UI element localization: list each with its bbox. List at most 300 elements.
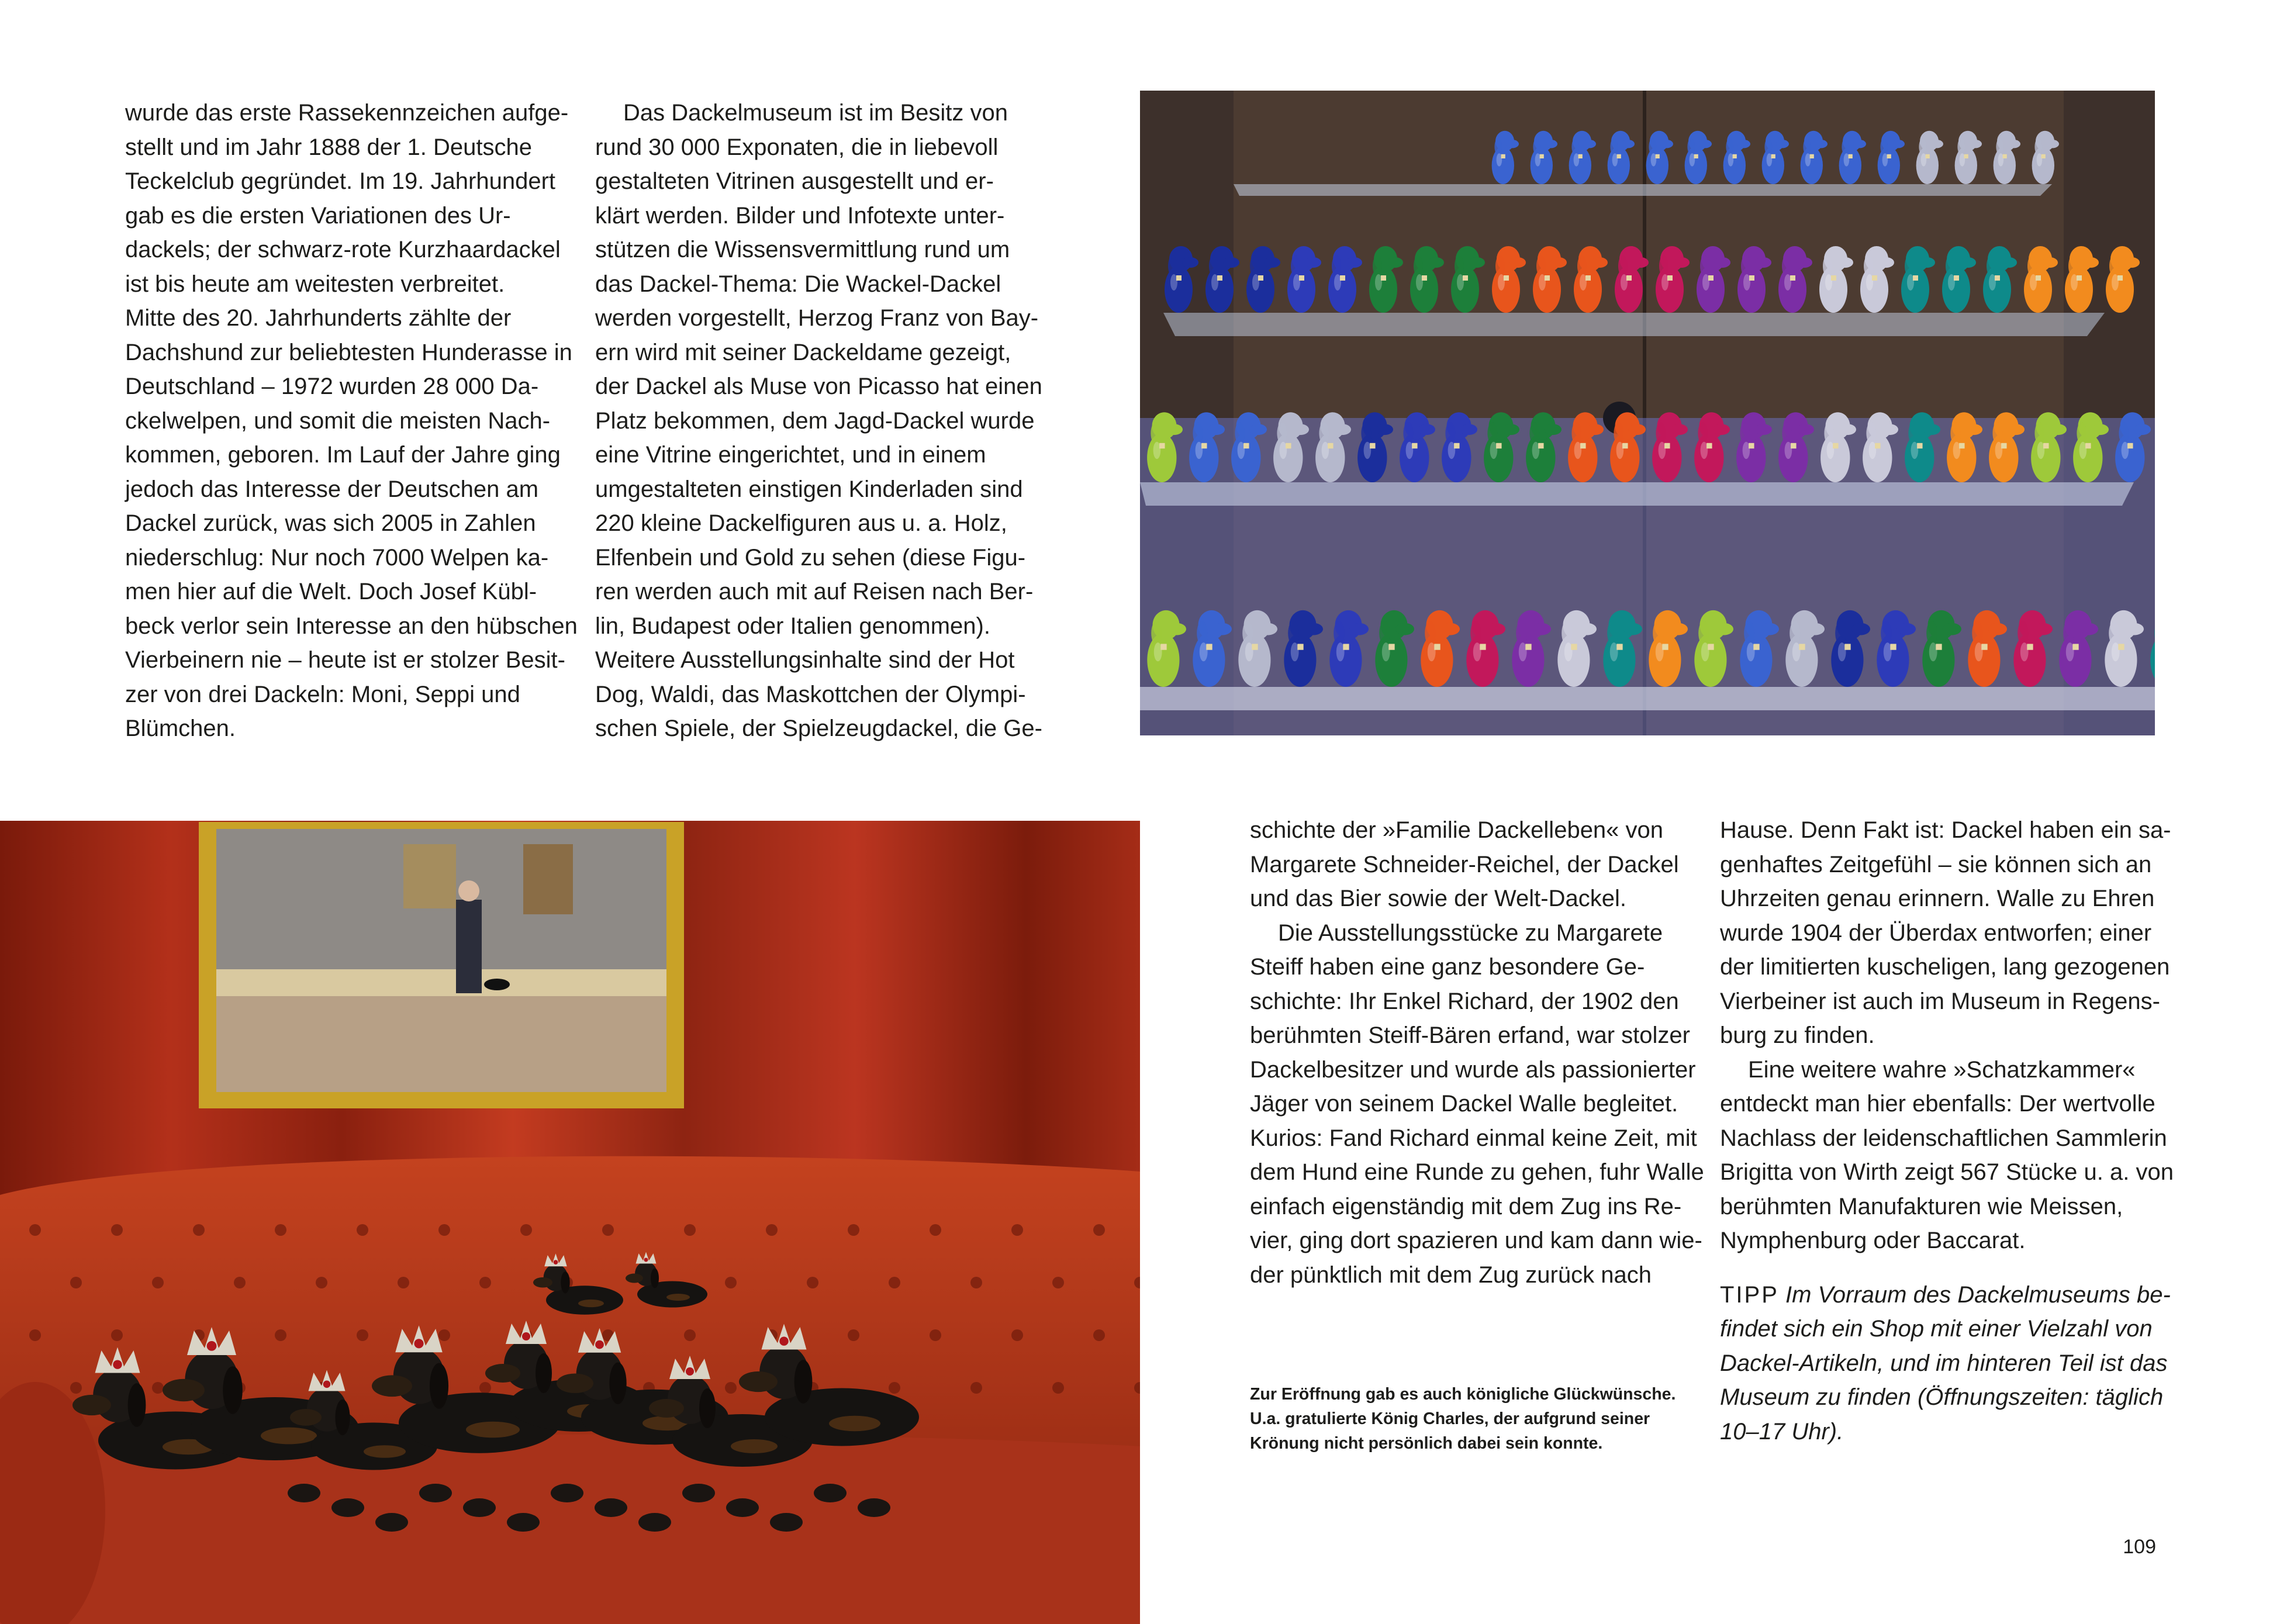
figure-part	[1926, 621, 1937, 645]
figure-part	[1545, 424, 1562, 435]
sofa-tuft-button	[1093, 1224, 1105, 1236]
dachshund-part	[557, 1373, 593, 1393]
dachshund-part	[554, 1260, 558, 1264]
text-line: wurde 1904 der Überdax entworfen; einer	[1720, 920, 2152, 946]
figure-part	[1776, 140, 1789, 148]
dachshund-part	[533, 1277, 552, 1288]
text-line: beck verlor sein Interesse an den hübschen	[125, 613, 578, 639]
figure-part	[2123, 257, 2140, 268]
figure-part	[1965, 424, 1982, 435]
figure-part	[1466, 633, 1498, 687]
figure-part	[1357, 433, 1387, 482]
figure-part	[1328, 443, 1333, 448]
sofa-tuft-button	[930, 1224, 941, 1236]
figure-part	[1591, 257, 1608, 268]
figure-part	[1379, 621, 1390, 645]
figure-part	[1849, 154, 1853, 158]
dachshund-part	[364, 1445, 406, 1458]
dachshund-part	[372, 1375, 412, 1397]
figure-part	[1919, 139, 1926, 156]
figure-part	[1381, 275, 1386, 281]
figure-part	[1167, 623, 1186, 635]
text-line: niederschlug: Nur noch 7000 Welpen ka-	[125, 544, 549, 571]
figure-part	[1373, 255, 1382, 277]
figure-part	[1334, 621, 1344, 645]
figure-part	[1913, 275, 1918, 281]
dachshund-part	[595, 1340, 604, 1349]
figure-part	[1350, 623, 1369, 635]
sofa-tuft-button	[70, 1382, 82, 1394]
text-line: ckelwelpen, und somit die meisten Nach-	[125, 407, 551, 434]
figure-part	[1587, 424, 1604, 435]
figure-part	[1753, 644, 1759, 649]
figure-part	[1671, 424, 1688, 435]
figure-part	[1455, 255, 1464, 277]
figure-part	[1778, 266, 1806, 313]
figure-part	[1480, 644, 1486, 649]
sofa-tuft-button	[1052, 1382, 1064, 1394]
figure-part	[1151, 621, 1162, 645]
text-line: der pünktlich mit dem Zug zurück nach	[1250, 1262, 1652, 1288]
text-line: zer von drei Dackeln: Moni, Seppi und	[125, 681, 520, 707]
figure-part	[1176, 275, 1182, 281]
figure-part	[1580, 443, 1585, 448]
figure-part	[1936, 644, 1942, 649]
sofa-tuft-button	[479, 1277, 491, 1288]
text-column-1	[125, 96, 578, 746]
figure-part	[1842, 139, 1849, 156]
text-line: werden vorgestellt, Herzog Franz von Bay-	[595, 305, 1039, 331]
figure-part	[1996, 139, 2003, 156]
text-line: jedoch das Interesse der Deutschen am	[125, 476, 539, 502]
dachshund-part	[739, 1371, 778, 1392]
figure-part	[1697, 266, 1725, 313]
dachshund-part	[522, 1332, 530, 1340]
figure-part	[1370, 443, 1375, 448]
glass-shelf-2	[1163, 313, 2105, 336]
figure-part	[1460, 424, 1477, 435]
sofa-tuft-button	[357, 1329, 368, 1341]
text-line: berühmten Steiff-Bären erfand, war stolzer	[1250, 1022, 1690, 1048]
text-line: Margarete Schneider-Reichel, der Dackel	[1250, 851, 1679, 877]
figure-part	[2106, 266, 2134, 313]
figure-part	[1571, 644, 1577, 649]
figure-part	[1908, 422, 1918, 444]
figure-part	[1708, 275, 1714, 281]
figure-part	[1823, 255, 1832, 277]
figure-part	[1760, 623, 1779, 635]
figure-part	[1835, 621, 1846, 645]
figure-part	[1238, 633, 1270, 687]
figure-part	[1988, 623, 2007, 635]
figure-part	[1361, 422, 1371, 444]
figure-part	[1892, 140, 1905, 148]
figure-part	[2041, 257, 2058, 268]
small-dachshund-figure	[331, 1498, 364, 1517]
figure-part	[2082, 257, 2099, 268]
figure-part	[1502, 424, 1519, 435]
tipp-label: TIPP	[1720, 1281, 1779, 1308]
figure-part	[1656, 154, 1660, 158]
text-line: Uhrzeiten genau erinnern. Walle zu Ehren	[1720, 886, 2155, 911]
dachshund-part	[779, 1337, 788, 1346]
figure-part	[1983, 266, 2011, 313]
text-line: Jäger von seinem Dackel Walle begleitet.	[1250, 1091, 1678, 1117]
figure-part	[1926, 154, 1930, 158]
figure-part	[1733, 154, 1737, 158]
figure-part	[2118, 644, 2124, 649]
figure-part	[1905, 255, 1914, 277]
dachshund-part	[223, 1366, 243, 1414]
figure-part	[1649, 633, 1681, 687]
dachshund-part	[829, 1416, 880, 1431]
text-line: ren werden auch mit auf Reisen nach Ber-	[595, 579, 1034, 604]
figure-part	[1574, 266, 1602, 313]
figure-part	[2027, 644, 2033, 649]
text-line: Deutschland – 1972 wurden 28 000 Da-	[125, 374, 539, 399]
figure-part	[1223, 257, 1239, 268]
figure-part	[1571, 139, 1579, 156]
figure-part	[1509, 257, 1526, 268]
framed-photo-floor	[216, 996, 666, 1092]
sofa-tuft-button	[111, 1224, 123, 1236]
figure-part	[1213, 623, 1232, 635]
figure-part	[1737, 266, 1766, 313]
figure-part	[2105, 633, 2137, 687]
figure-part	[1250, 255, 1259, 277]
figure-part	[2092, 424, 2109, 435]
sofa-tuft-button	[889, 1382, 900, 1394]
figure-part	[2127, 443, 2133, 448]
dachshund-part	[290, 1409, 322, 1426]
figure-part	[1943, 623, 1961, 635]
text-line: Nymphenburg oder Baccarat.	[1720, 1228, 2026, 1253]
glass-shelf-3	[1140, 482, 2134, 506]
figure-part	[1470, 621, 1481, 645]
figure-part	[1646, 147, 1668, 184]
sofa-tuft-button	[275, 1224, 286, 1236]
figure-part	[1529, 422, 1539, 444]
figure-part	[1839, 424, 1856, 435]
text-line: einfach eigenständig mit dem Zug ins Re-	[1250, 1193, 1682, 1219]
figure-part	[1395, 623, 1414, 635]
sofa-tuft-button	[152, 1277, 164, 1288]
figure-part	[1492, 147, 1514, 184]
figure-part	[1165, 266, 1193, 313]
figure-part	[1197, 621, 1207, 645]
sofa-tuft-button	[930, 1329, 941, 1341]
figure-part	[1755, 257, 1771, 268]
figure-part	[1851, 623, 1870, 635]
figure-part	[2109, 255, 2119, 277]
figure-part	[1583, 140, 1596, 148]
text-line: das Dackel-Thema: Die Wackel-Dackel	[595, 271, 1001, 297]
figure-part	[1995, 275, 2000, 281]
small-dachshund-figure	[858, 1498, 890, 1517]
figure-part	[1950, 422, 1960, 444]
sofa-tuft-button	[152, 1382, 164, 1394]
text-line: ist bis heute am weitesten verbreitet.	[125, 271, 505, 297]
figure-part	[1877, 633, 1909, 687]
text-line: der limitierten kuscheligen, lang gezogenen	[1720, 954, 2170, 980]
dachshund-part	[163, 1379, 205, 1401]
text-line: vier, ging dort spazieren und kam dann wie-	[1250, 1228, 1702, 1253]
figure-part	[1250, 424, 1267, 435]
figure-part	[1425, 621, 1435, 645]
figure-part	[1451, 266, 1479, 313]
figure-part	[1166, 424, 1183, 435]
small-dachshund-figure	[419, 1484, 452, 1502]
text-line: Dog, Waldi, das Maskottchen der Olympi-	[595, 681, 1026, 707]
figure-part	[1151, 422, 1160, 444]
sofa-tuft-button	[357, 1224, 368, 1236]
figure-part	[1332, 255, 1341, 277]
figure-part	[1538, 443, 1543, 448]
text-line: Das Dackelmuseum ist im Besitz von	[623, 100, 1008, 126]
figure-part	[2073, 433, 2102, 482]
figure-part	[1496, 443, 1501, 448]
figure-part	[1708, 644, 1714, 649]
small-dachshund-figure	[595, 1498, 627, 1517]
figure-part	[2063, 621, 2074, 645]
sofa-tuft-button	[766, 1224, 778, 1236]
sofa-tuft-button	[520, 1224, 532, 1236]
figure-part	[1700, 255, 1709, 277]
figure-part	[1209, 255, 1218, 277]
glass-shelf-1	[1234, 184, 2052, 196]
text-line: der Dackel als Muse von Picasso hat einen	[595, 374, 1042, 399]
figure-part	[1880, 139, 1888, 156]
framed-photo-painting-2	[523, 844, 573, 914]
text-line: Mitte des 20. Jahrhunderts zählte der	[125, 305, 512, 331]
small-dachshund-figure	[375, 1513, 408, 1532]
figure-part	[1287, 266, 1315, 313]
sofa-tuft-button	[970, 1382, 982, 1394]
sofa-tuft-button	[438, 1224, 450, 1236]
figure-part	[2034, 422, 2044, 444]
figure-part	[1422, 275, 1427, 281]
figure-part	[1533, 266, 1561, 313]
sofa-tuft-button	[316, 1277, 327, 1288]
figure-part	[1532, 623, 1551, 635]
figure-part	[1901, 266, 1929, 313]
figure-part	[2072, 644, 2078, 649]
figure-part	[1810, 154, 1814, 158]
figure-part	[1981, 644, 1987, 649]
figure-part	[1410, 266, 1438, 313]
figure-part	[1531, 147, 1553, 184]
figure-part	[1656, 422, 1666, 444]
figure-part	[1782, 255, 1791, 277]
figure-part	[1987, 255, 1996, 277]
tipp-text	[1720, 1312, 2168, 1449]
text-line: Dachshund zur beliebtesten Hunderasse in	[125, 339, 572, 365]
figure-part	[1319, 422, 1329, 444]
figure-part	[2003, 154, 2007, 158]
figure-part	[1512, 633, 1544, 687]
figure-part	[2032, 147, 2054, 184]
figure-part	[1687, 139, 1695, 156]
figure-part	[1764, 139, 1772, 156]
sofa-tuft-button	[725, 1382, 737, 1394]
figure-part	[1791, 443, 1796, 448]
figure-part	[1652, 433, 1681, 482]
figure-part	[2050, 424, 2067, 435]
figure-part	[1866, 422, 1876, 444]
figure-part	[1790, 621, 1800, 645]
sofa-tuft-button	[1011, 1329, 1023, 1341]
photo-crowned-dachshunds-sofa	[0, 821, 1140, 1624]
figure-part	[1545, 140, 1557, 148]
figure-part	[1469, 257, 1485, 268]
figure-part	[1698, 621, 1709, 645]
figure-part	[1182, 257, 1198, 268]
dachshund-part	[128, 1383, 146, 1427]
figure-part	[1243, 443, 1249, 448]
figure-part	[1736, 433, 1766, 482]
figure-part	[1252, 644, 1258, 649]
figure-part	[1376, 424, 1393, 435]
figure-part	[1618, 255, 1628, 277]
figure-part	[1286, 443, 1291, 448]
figure-part	[1964, 154, 1968, 158]
text-line: Nachlass der leidenschaftlichen Sammlerin	[1720, 1125, 2167, 1151]
small-dachshund-figure	[814, 1484, 847, 1502]
figure-part	[1328, 266, 1356, 313]
caption-line: U.a. gratulierte König Charles, der aufgrund seiner	[1250, 1409, 1650, 1428]
figure-part	[1947, 433, 1976, 482]
text-column-2	[595, 96, 1042, 746]
figure-part	[1160, 644, 1166, 649]
figure-part	[1533, 139, 1540, 156]
sofa-tuft-button	[684, 1224, 696, 1236]
figure-part	[1329, 633, 1362, 687]
figure-part	[1669, 623, 1688, 635]
figure-part	[1762, 147, 1784, 184]
sofa-tuft-button	[438, 1329, 450, 1341]
text-line: Elfenbein und Gold zu sehen (diese Figu-	[595, 544, 1026, 571]
figure-part	[1217, 275, 1222, 281]
figure-part	[2125, 623, 2144, 635]
figure-part	[2041, 154, 2046, 158]
sofa-tuft-button	[1052, 1277, 1064, 1288]
figure-part	[1340, 275, 1345, 281]
sofa-tuft-button	[1011, 1224, 1023, 1236]
photo-dachshund-figures-shelves	[1140, 91, 2155, 735]
figure-part	[1853, 140, 1866, 148]
figure-part	[1388, 644, 1394, 649]
figure-part	[1277, 422, 1287, 444]
small-dachshund-figure	[638, 1513, 671, 1532]
figure-part	[1494, 139, 1502, 156]
figure-part	[1782, 422, 1792, 444]
figure-part	[2024, 266, 2052, 313]
caption-line: Krönung nicht persönlich dabei sein konnte.	[1250, 1434, 1603, 1453]
text-line: lin, Budapest oder Italien genommen).	[595, 613, 990, 639]
figure-part	[1875, 443, 1880, 448]
figure-part	[1614, 422, 1623, 444]
text-line: stützen die Wissensvermittlung rund um	[595, 237, 1010, 262]
figure-part	[1189, 433, 1218, 482]
figure-part	[1626, 275, 1632, 281]
figure-part	[1685, 147, 1707, 184]
sofa-tuft-button	[275, 1329, 286, 1341]
figure-part	[1694, 154, 1698, 158]
figure-part	[1346, 257, 1362, 268]
figure-part	[1414, 255, 1423, 277]
figure-part	[1878, 147, 1900, 184]
figure-part	[1820, 433, 1850, 482]
figure-part	[1607, 621, 1618, 645]
figure-part	[1890, 644, 1896, 649]
figure-part	[1706, 443, 1712, 448]
figure-part	[1264, 257, 1280, 268]
figure-part	[1492, 266, 1520, 313]
figure-part	[1603, 633, 1635, 687]
figure-part	[1656, 266, 1684, 313]
dachshund-part	[113, 1360, 122, 1369]
page-number: 109	[2123, 1536, 2156, 1558]
glass-shelf-4	[1140, 687, 2155, 710]
figure-part	[2018, 621, 2028, 645]
figure-part	[1919, 257, 1935, 268]
text-line: und das Bier sowie der Welt-Dackel.	[1250, 886, 1626, 911]
text-line: Dackelbesitzer und wurde als passionierter	[1250, 1056, 1696, 1083]
figure-part	[1208, 424, 1225, 435]
figure-part	[1428, 257, 1444, 268]
figure-part	[1623, 623, 1642, 635]
figure-part	[2079, 623, 2098, 635]
figure-part	[1740, 422, 1750, 444]
text-line: men hier auf die Welt. Doch Josef Kübl-	[125, 579, 537, 604]
text-line: dem Hund eine Runde zu gehen, fuhr Walle	[1250, 1159, 1704, 1185]
figure-part	[1578, 623, 1597, 635]
text-line: klärt werden. Bilder und Infotexte unter-	[595, 202, 1005, 229]
dachshund-part	[794, 1360, 813, 1404]
figure-part	[2001, 257, 2017, 268]
dachshund-part	[578, 1300, 604, 1307]
figure-part	[2008, 140, 2020, 148]
figure-part	[1955, 147, 1977, 184]
tipp-line: findet sich ein Shop mit einer Vielzahl von	[1720, 1316, 2153, 1342]
figure-part	[1723, 147, 1746, 184]
figure-part	[2065, 266, 2093, 313]
figure-part	[1837, 257, 1853, 268]
figure-part	[1771, 154, 1775, 158]
caption-line: Zur Eröffnung gab es auch königliche Glückwünsche.	[1250, 1385, 1676, 1404]
figure-part	[1442, 433, 1471, 482]
text-line: gab es die ersten Variationen des Ur-	[125, 202, 511, 229]
text-line: genhaftes Zeitgefühl – sie können sich an	[1720, 851, 2152, 877]
dachshund-part	[485, 1364, 520, 1383]
figure-part	[1506, 140, 1519, 148]
figure-part	[1897, 623, 1916, 635]
figure-part	[1578, 154, 1583, 158]
figure-part	[1288, 621, 1298, 645]
figure-part	[1715, 623, 1733, 635]
text-line: Hause. Denn Fakt ist: Dackel haben ein sa-	[1720, 817, 2171, 843]
dachshund-part	[430, 1363, 448, 1409]
figure-part	[1694, 633, 1726, 687]
figure-part	[1147, 633, 1179, 687]
figure-part	[1557, 633, 1590, 687]
figure-part	[1235, 422, 1245, 444]
figure-part	[1403, 422, 1413, 444]
figure-part	[1193, 633, 1225, 687]
small-dachshund-figure	[288, 1484, 320, 1502]
figure-part	[2059, 633, 2091, 687]
figure-part	[1297, 644, 1303, 649]
